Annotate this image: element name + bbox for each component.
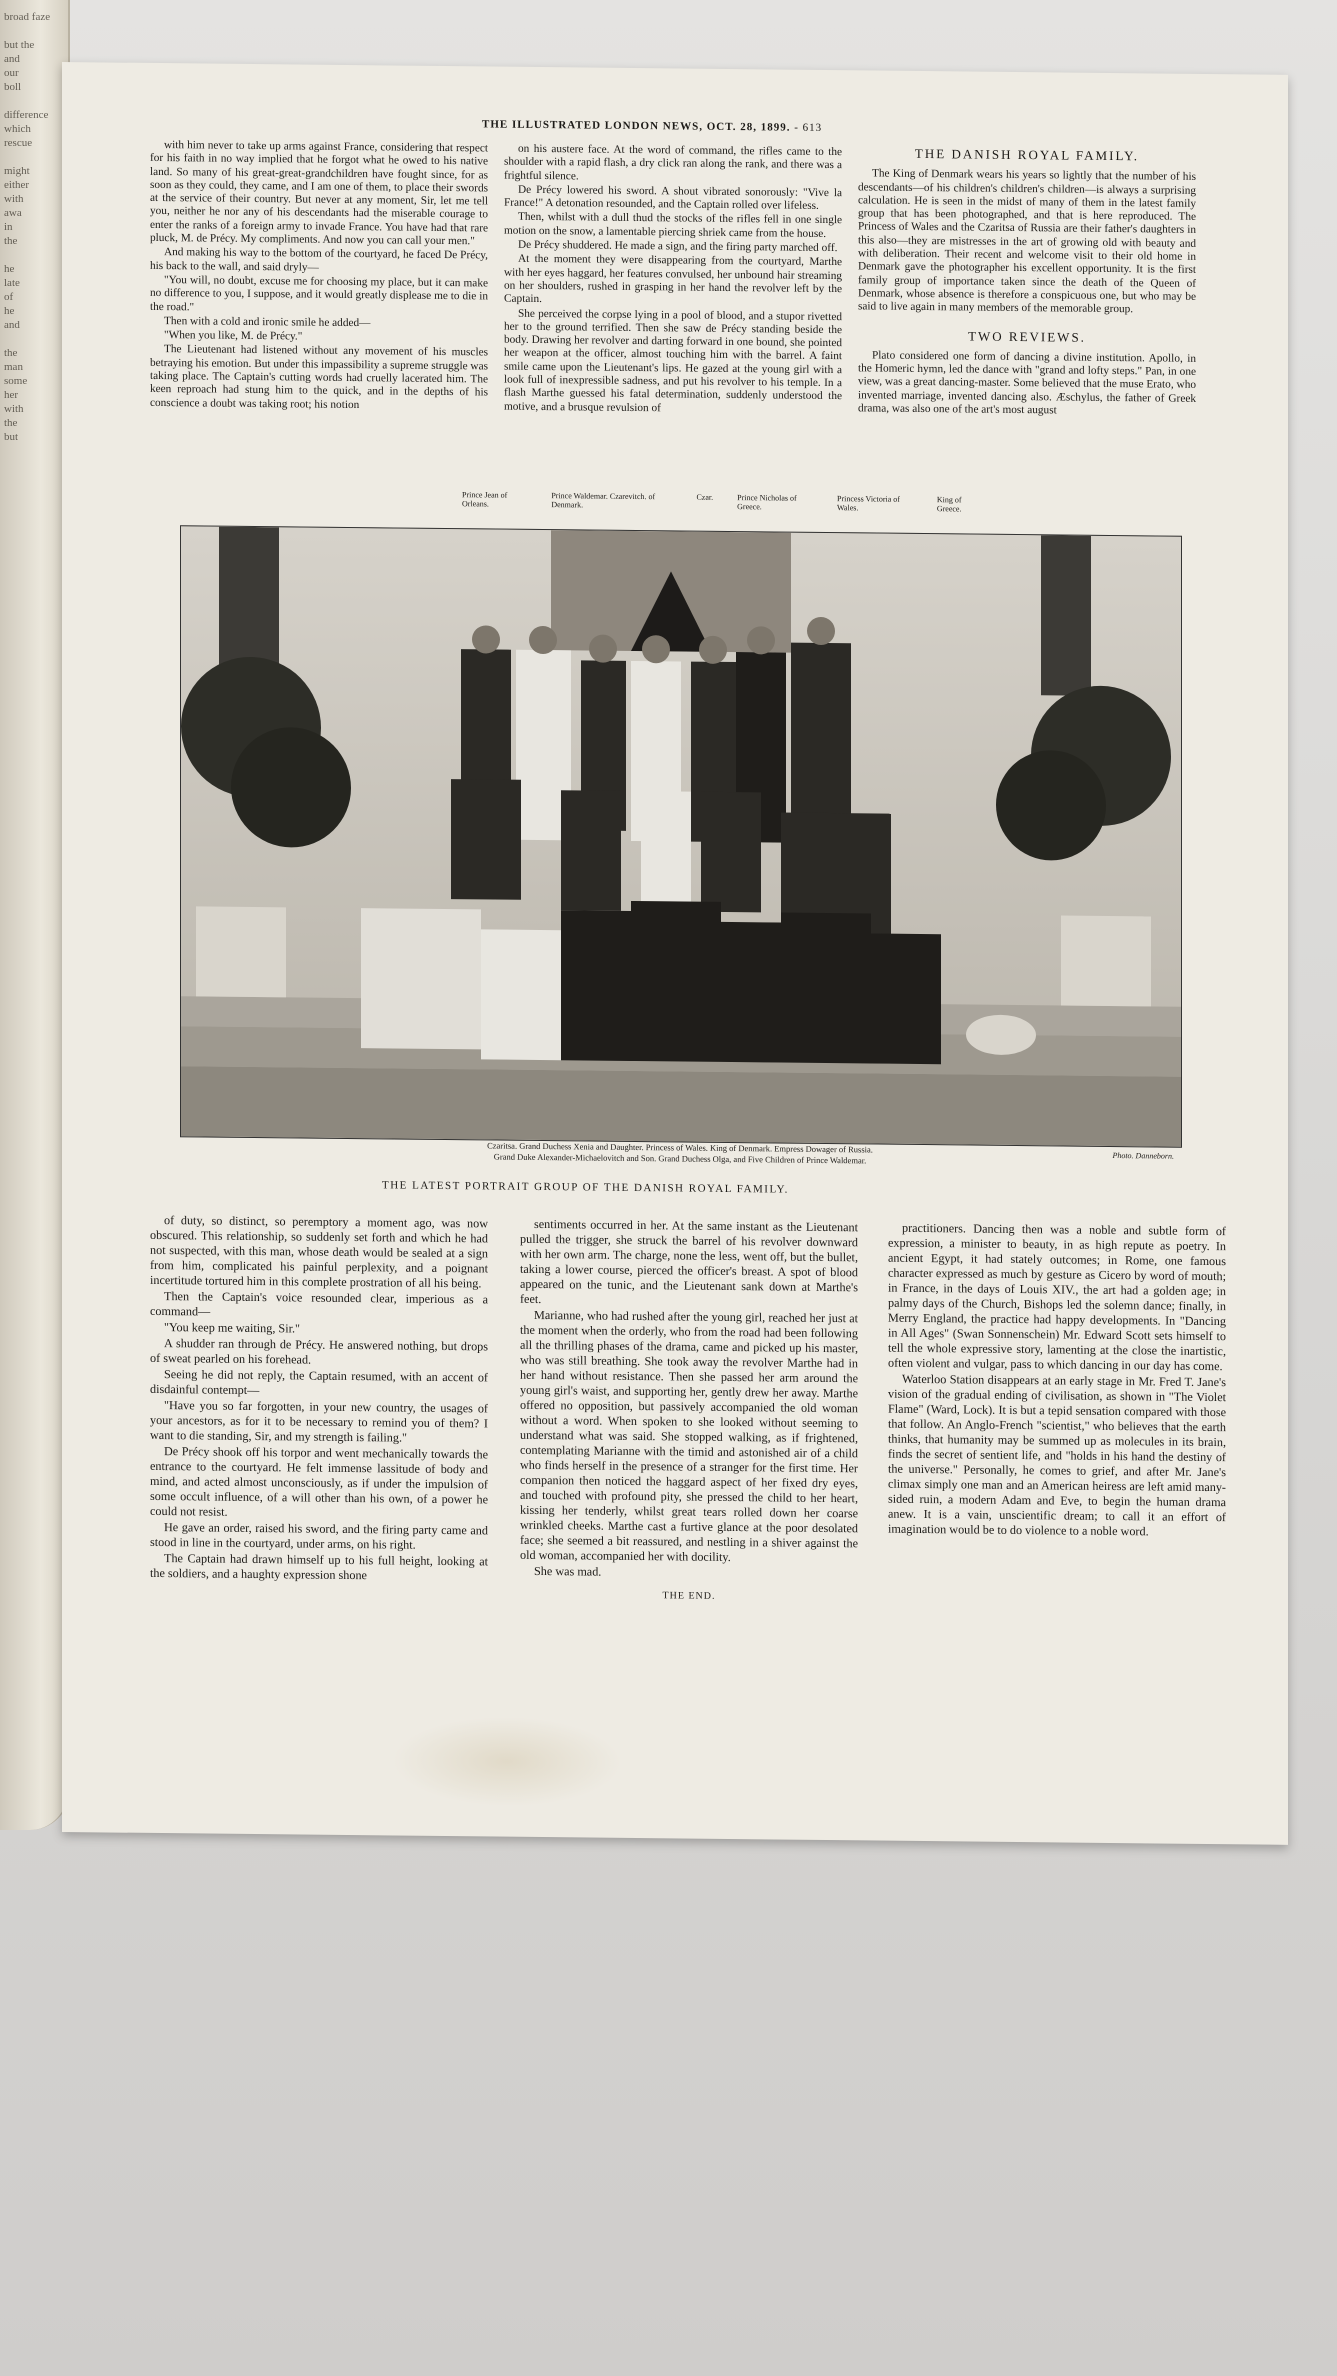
paragraph: practitioners. Dancing then was a noble and subtle form of expression, a minister to beauty, in as high repute as poetry. In ancient Egypt, it had stately outcomes; in Rome, one famous character expressed as much by gesture as Cicero by word of mouth; in France, in the days of Louis XIV., the art had a golden age; in palmy days of the Church, Bishops led the solemn dance; finally, in Merry England, the practice had happy developments. In "Dancing in All Ages" (Swan Sonnenschein) Mr. Edward Scott sets himself to tell the whole expressive story, lamenting at the close the inartistic, often violent and vulgar, pass to which dancing in our day has come. — [888, 1220, 1226, 1374]
paragraph: Plato considered one form of dancing a divine institution. Apollo, in the Homeric hymn, led the dance with "grand and lofty steps." Pan, in one view, was a great dancing-master. Some believed that the muse Erato, who invented marriage, invented dancing also. Æschylus, the father of Greek drama, was also one of the art's most august — [858, 349, 1196, 417]
photo-top-caption: Prince Waldemar. Czarevitch. of Denmark. — [551, 491, 656, 510]
the-end: THE END. — [662, 1590, 716, 1602]
paragraph: De Précy shuddered. He made a sign, and the firing party marched off. — [518, 238, 838, 255]
caption-line-1: Czaritsa. Grand Duchess Xenia and Daughter. Princess of Wales. King of Denmark. Empress Dowager of Russia. — [487, 1140, 873, 1155]
paragraph: Then the Captain's voice resounded clear, imperious as a command— — [150, 1289, 488, 1319]
paragraph: Marianne, who had rushed after the young girl, reached her just at the moment when the orderly, who from the road had been following all the thrilling phases of the drama, came and picked up his master, who was still breathing. She took away the revolver Marthe had in her hand without resistance. Then she passed her arm around the young girl's waist, and supporting her, gently drew her away. Marthe offered no opposition, but passively accompanied the old woman without a word. When spoken to she looked without seeming to understand what was said. She stopped walking, as if frightened, contemplating Marianne with the timid and astonished air of a child who finds herself in the presence of a stranger for the first time. Her companion then noticed the haggard aspect of her fixed dry eyes, and touched with profound pity, she pressed the child to her heart, kissing her tenderly, whilst great tears rolled down her coarse wrinkled cheeks. Marthe cast a furtive glance at the poor desolated face; she seemed a bit reassured, and nestling in a shiver against the old woman, accompanied her with docility. — [520, 1307, 858, 1565]
column-2-bottom — [520, 1217, 858, 1606]
paragraph: Waterloo Station disappears at an early stage in Mr. Fred T. Jane's vision of the gradual ending of civilisation, as shown in "The Violet Flame" (Ward, Lock). It is but a tepid sensation compared with those that follow. An Anglo-French "scientist," who believes that the earth thinks, that humanity may be summed up as molecules in its brain, finds the secret of sentient life, and "holds in his hand the destiny of the universe." Personally, he comes to grief, and after Mr. Jane's climax simply one man and an American heiress are left amid many-sided ruin, a modern Adam and Eve, to begin the human drama anew. It is a vain, unscientific dream; to call it an effort of imagination would be to do violence to a noble word. — [888, 1371, 1226, 1539]
previous-page-text: broad faze but the and our boll difference which rescue might either with awa in the he late of he and the man some her with the but — [4, 11, 51, 443]
photo-top-caption: King of Greece. — [936, 495, 962, 514]
paragraph: And making his way to the bottom of the courtyard, he faced De Précy, his back to the wall, and said dryly— — [150, 246, 488, 274]
paragraph: De Précy lowered his sword. A shout vibrated sonorously: "Vive la France!" A detonation resounded, and the Captain rolled over lifeless. — [504, 183, 842, 213]
paragraph: De Précy shook off his torpor and went mechanically towards the entrance to the courtyard. He felt immense lassitude of body and mind, and acted almost unconsciously, as if under the impulsion of some occult influence, of a will other than his own, of a power he could not resist. — [150, 1444, 488, 1519]
page-header: THE ILLUSTRATED LONDON NEWS, OCT. 28, 1899. - 613 — [482, 118, 823, 134]
paragraph: She was mad. — [534, 1563, 602, 1579]
newspaper-page — [62, 62, 1288, 1845]
paragraph: "Have you so far forgotten, in your new country, the usages of your ancestors, as for it to be necessary to remind you of them? I want to die standing, Sir, and my strength is failing." — [150, 1398, 488, 1445]
photo-top-caption: Princess Victoria of Wales. — [837, 494, 900, 513]
paragraph: "You will, no doubt, excuse me for choosing my place, but it can make no difference to you, I suppose, and it would greatly displease me to die in the road." — [150, 274, 488, 313]
column-2-top — [504, 143, 842, 418]
header-title: THE ILLUSTRATED LONDON NEWS, OCT. 28, 1899. — [482, 118, 791, 134]
paragraph: Then with a cold and ironic smile he added— — [164, 314, 371, 330]
page-number: 613 — [802, 121, 823, 134]
photo-top-caption: Prince Nicholas of Greece. — [737, 493, 797, 512]
photo-top-captions — [462, 490, 982, 513]
column-3-bottom — [888, 1221, 1226, 1542]
column-3-top — [858, 146, 1196, 419]
column-1-bottom — [150, 1213, 488, 1586]
photo-credit: Photo. Danneborn. — [1112, 1151, 1174, 1161]
paragraph: The Lieutenant had listened without any movement of his muscles betraying his emotion. But under this impassibility a supreme struggle was taking place. The Captain's cutting words had cruelly lacerated him. The keen reproach had stung him to the quick, and in the depths of his conscience a doubt was taking root; his notion — [150, 343, 488, 411]
paragraph: of duty, so distinct, so peremptory a moment ago, was now obscured. This relationship, so suddenly set forth and which he had not suspected, with this man, whose death would be sealed at a sign from him, complicated his painful perplexity, and a poignant incertitude tortured him in this complete prostration of all his being. — [150, 1213, 488, 1291]
photo-top-caption: Prince Jean of Orleans. — [462, 490, 508, 509]
photo-top-caption: Czar. — [696, 492, 714, 502]
previous-page-edge — [0, 0, 70, 1830]
paragraph: The Captain had drawn himself up to his full height, looking at the soldiers, and a haughty expression shone — [150, 1551, 488, 1583]
paragraph: He gave an order, raised his sword, and the firing party came and stood in line in the courtyard, under arms, on his right. — [150, 1520, 488, 1552]
paragraph: "When you like, M. de Précy." — [164, 329, 303, 343]
royal-family-photograph — [180, 525, 1182, 1147]
section-title-danish-family: THE DANISH ROYAL FAMILY. — [914, 145, 1140, 164]
caption-line-2: Grand Duke Alexander-Michaelovitch and Son. Grand Duchess Olga, and Five Children of Prince Waldemar. — [493, 1151, 867, 1166]
section-title-two-reviews: TWO REVIEWS. — [968, 328, 1086, 345]
paragraph: Seeing he did not reply, the Captain resumed, with an accent of disdainful contempt— — [150, 1367, 488, 1398]
paragraph: The King of Denmark wears his years so lightly that the number of his descendants—of his children's children's children—is always a surprising calculation. He is seen in the midst of many of them in the latest family group that has been photographed, and that is here reproduced. The Princess of Wales and the Czaritsa of Russia are their father's daughters in this also—they are mistresses in the art of growing old with beauty and with deliberation. Their recent and welcome visit to their old home in Denmark gave the photographer his excellent opportunity. It is the first family group of importance taken since the death of the Queen of Denmark, whose absence is therefore a conspicuous one, but who may be said to live again in many members of the memorable group. — [858, 167, 1196, 316]
paragraph: Then, whilst with a dull thud the stocks of the rifles fell in one single motion on the snow, a lamentable piercing shriek came from the house. — [504, 211, 842, 240]
paragraph: sentiments occurred in her. At the same instant as the Lieutenant pulled the trigger, she struck the barrel of his revolver downward with her own arm. The charge, none the less, went off, but the bullet, taking a lower course, pierced the officer's breast. A spot of blood appeared on the tunic, and the Lieutenant sank down at Marthe's feet. — [520, 1216, 858, 1307]
paragraph: A shudder ran through de Précy. He answered nothing, but drops of sweat pearled on his forehead. — [150, 1336, 488, 1367]
photo-title: THE LATEST PORTRAIT GROUP OF THE DANISH ROYAL FAMILY. — [382, 1179, 789, 1196]
photograph-area — [180, 525, 1180, 1166]
paragraph: on his austere face. At the word of command, the rifles came to the shoulder with a rapid flash, a dry click ran along the rank, and there was a frightful silence. — [504, 142, 842, 183]
photo-illustration — [181, 526, 1181, 1146]
paragraph: At the moment they were disappearing from the courtyard, Marthe with her eyes haggard, her features convulsed, her unbound hair streaming on her shoulders, rushed in grasping in her hand the revolver left by the Captain. — [504, 253, 842, 306]
paragraph: She perceived the corpse lying in a pool of blood, and a stupor rivetted her to the ground terrified. Then she saw de Précy standing beside the body. Drawing her revolver and darting forward in one bound, she pointed her weapon at the officer, almost touching him with the barrel. A faint smile came upon the Lieutenant's lips. He gazed at the young girl with a look full of inexpressible sadness, and put his revolver to his temple. In a flash Marthe guessed his fatal determination, suddenly understood the motive, and a brusque revulsion of — [504, 307, 842, 414]
paragraph: "You keep me waiting, Sir." — [164, 1320, 301, 1336]
paragraph: with him never to take up arms against France, considering that respect for his faith in no way implied that he forgot what he owed to his native land. So many of his great-great-grandchildren have fought since, for as soon as they could, they came, and I am one of them, to place their swords at the service of their country. But never at any moment, Sir, let me tell you, neither he nor any of his descendants had the miserable courage to enter the ranks of a foreign army to invade France. You have had that rare pluck, M. de Précy. My compliments. And now you can call your men." — [150, 139, 488, 248]
paper-stain — [392, 1715, 622, 1807]
column-1-top — [150, 139, 488, 414]
